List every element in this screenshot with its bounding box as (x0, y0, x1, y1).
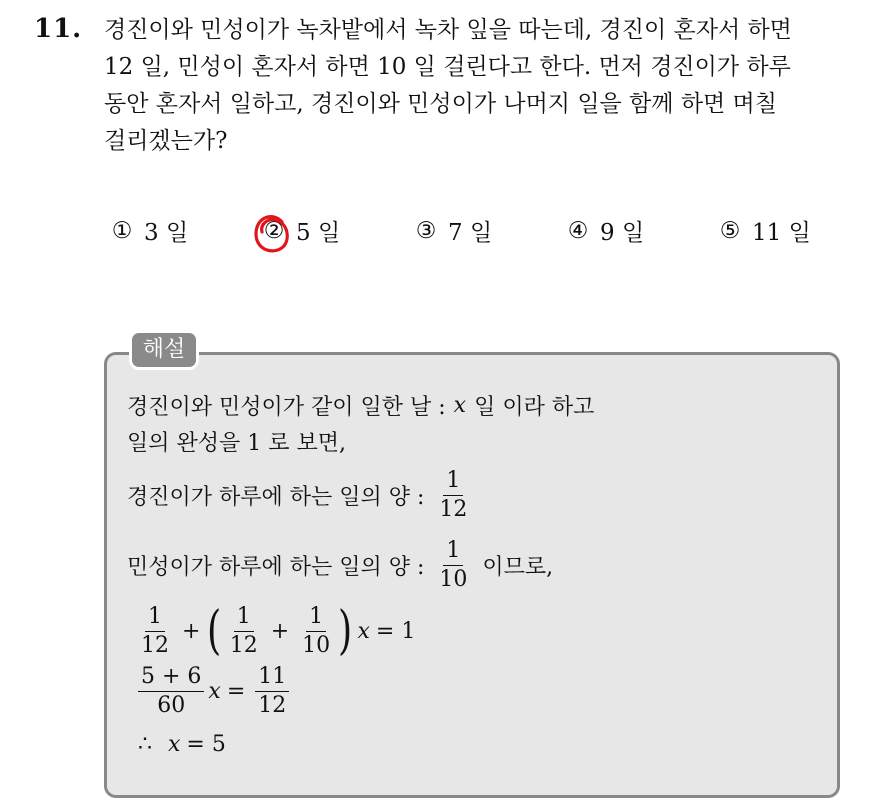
fraction-denominator: 12 (439, 497, 468, 522)
fraction-numerator: 1 (306, 606, 326, 632)
choice-2-mark-glyph: ② (263, 217, 285, 244)
solution-line-1-text: 경진이와 민성이가 같이 일한 날 : (127, 395, 446, 420)
question-line-3: 동안 혼자서 일하고, 경진이와 민성이가 나머지 일을 함께 하면 며칠 (104, 91, 777, 117)
choice-3-mark: ③ (415, 217, 437, 244)
eq2-fraction-a (138, 666, 204, 717)
equation-rhs: = 5 (186, 732, 226, 757)
solution-line-3 (127, 470, 474, 521)
question-text (104, 12, 864, 160)
variable-x: x (357, 618, 370, 644)
eq2-fraction-b (255, 666, 289, 717)
equals-sign: = (226, 679, 246, 704)
choice-2[interactable] (262, 214, 340, 247)
variable-x: x (168, 732, 181, 757)
fraction-numerator: 1 (443, 540, 463, 566)
fraction-denominator: 10 (302, 632, 331, 658)
eq1-fraction-b (227, 603, 261, 658)
fraction-denominator: 12 (229, 632, 258, 658)
choice-1-mark: ① (111, 217, 133, 244)
solution-line-2: 일의 완성을 1 로 보면, (127, 431, 346, 456)
fraction-denominator: 10 (439, 567, 468, 592)
equation-3 (138, 732, 226, 757)
solution-line-3-label: 경진이가 하루에 하는 일의 양 : (127, 485, 425, 510)
eq1-fraction-a (138, 603, 172, 658)
question-number: 11. (34, 14, 83, 44)
fraction-numerator: 1 (443, 470, 463, 496)
solution-line-1 (127, 390, 594, 421)
variable-x: x (208, 679, 221, 704)
eq1-fraction-c (299, 603, 333, 658)
choice-3[interactable] (414, 214, 492, 247)
choice-2-text: 5 일 (296, 220, 341, 246)
equation-rhs: = 1 (375, 618, 416, 644)
fraction-denominator: 60 (157, 693, 186, 718)
fraction-numerator: 5 + 6 (138, 666, 204, 692)
solution-line-4 (127, 540, 553, 591)
choice-4[interactable] (566, 214, 644, 247)
solution-line-4-tail: 이므로, (482, 555, 554, 580)
choice-4-mark: ④ (567, 217, 589, 244)
plus-sign: + (182, 618, 201, 644)
question-line-4: 걸리겠는가? (104, 128, 228, 154)
choice-5[interactable] (718, 214, 811, 247)
equation-2 (134, 666, 293, 717)
choice-5-mark: ⑤ (719, 217, 741, 244)
answer-choices (0, 214, 884, 254)
fraction-numerator: 1 (234, 606, 254, 632)
fraction-denominator: 12 (258, 693, 287, 718)
choice-1[interactable] (110, 214, 188, 247)
solution-line-1-tail: 일 이라 하고 (474, 395, 595, 420)
fraction-denominator: 12 (141, 632, 169, 658)
right-paren: ) (338, 601, 353, 661)
question-line-2: 12 일, 민성이 혼자서 하면 10 일 걸린다고 한다. 먼저 경진이가 하루 (104, 54, 791, 80)
equation-1 (134, 601, 416, 661)
choice-2-mark (262, 218, 286, 244)
choice-5-text: 11 일 (752, 220, 811, 246)
choice-1-text: 3 일 (144, 220, 189, 246)
solution-line-4-label: 민성이가 하루에 하는 일의 양 : (127, 555, 425, 580)
choice-3-text: 7 일 (448, 220, 493, 246)
therefore-symbol: ∴ (138, 732, 152, 757)
solution-line-1-var: x (453, 393, 467, 418)
fraction-numerator: 11 (255, 666, 289, 692)
question-line-1: 경진이와 민성이가 녹차밭에서 녹차 잎을 따는데, 경진이 혼자서 하면 (104, 17, 792, 43)
fraction-1-12 (436, 470, 470, 521)
plus-sign: + (270, 618, 290, 644)
fraction-numerator: 1 (145, 606, 165, 632)
solution-tag: 해설 (129, 330, 199, 370)
red-circle-annotation-icon (252, 210, 292, 258)
choice-4-text: 9 일 (600, 220, 645, 246)
fraction-1-10 (436, 540, 470, 591)
left-paren: ( (207, 601, 222, 661)
